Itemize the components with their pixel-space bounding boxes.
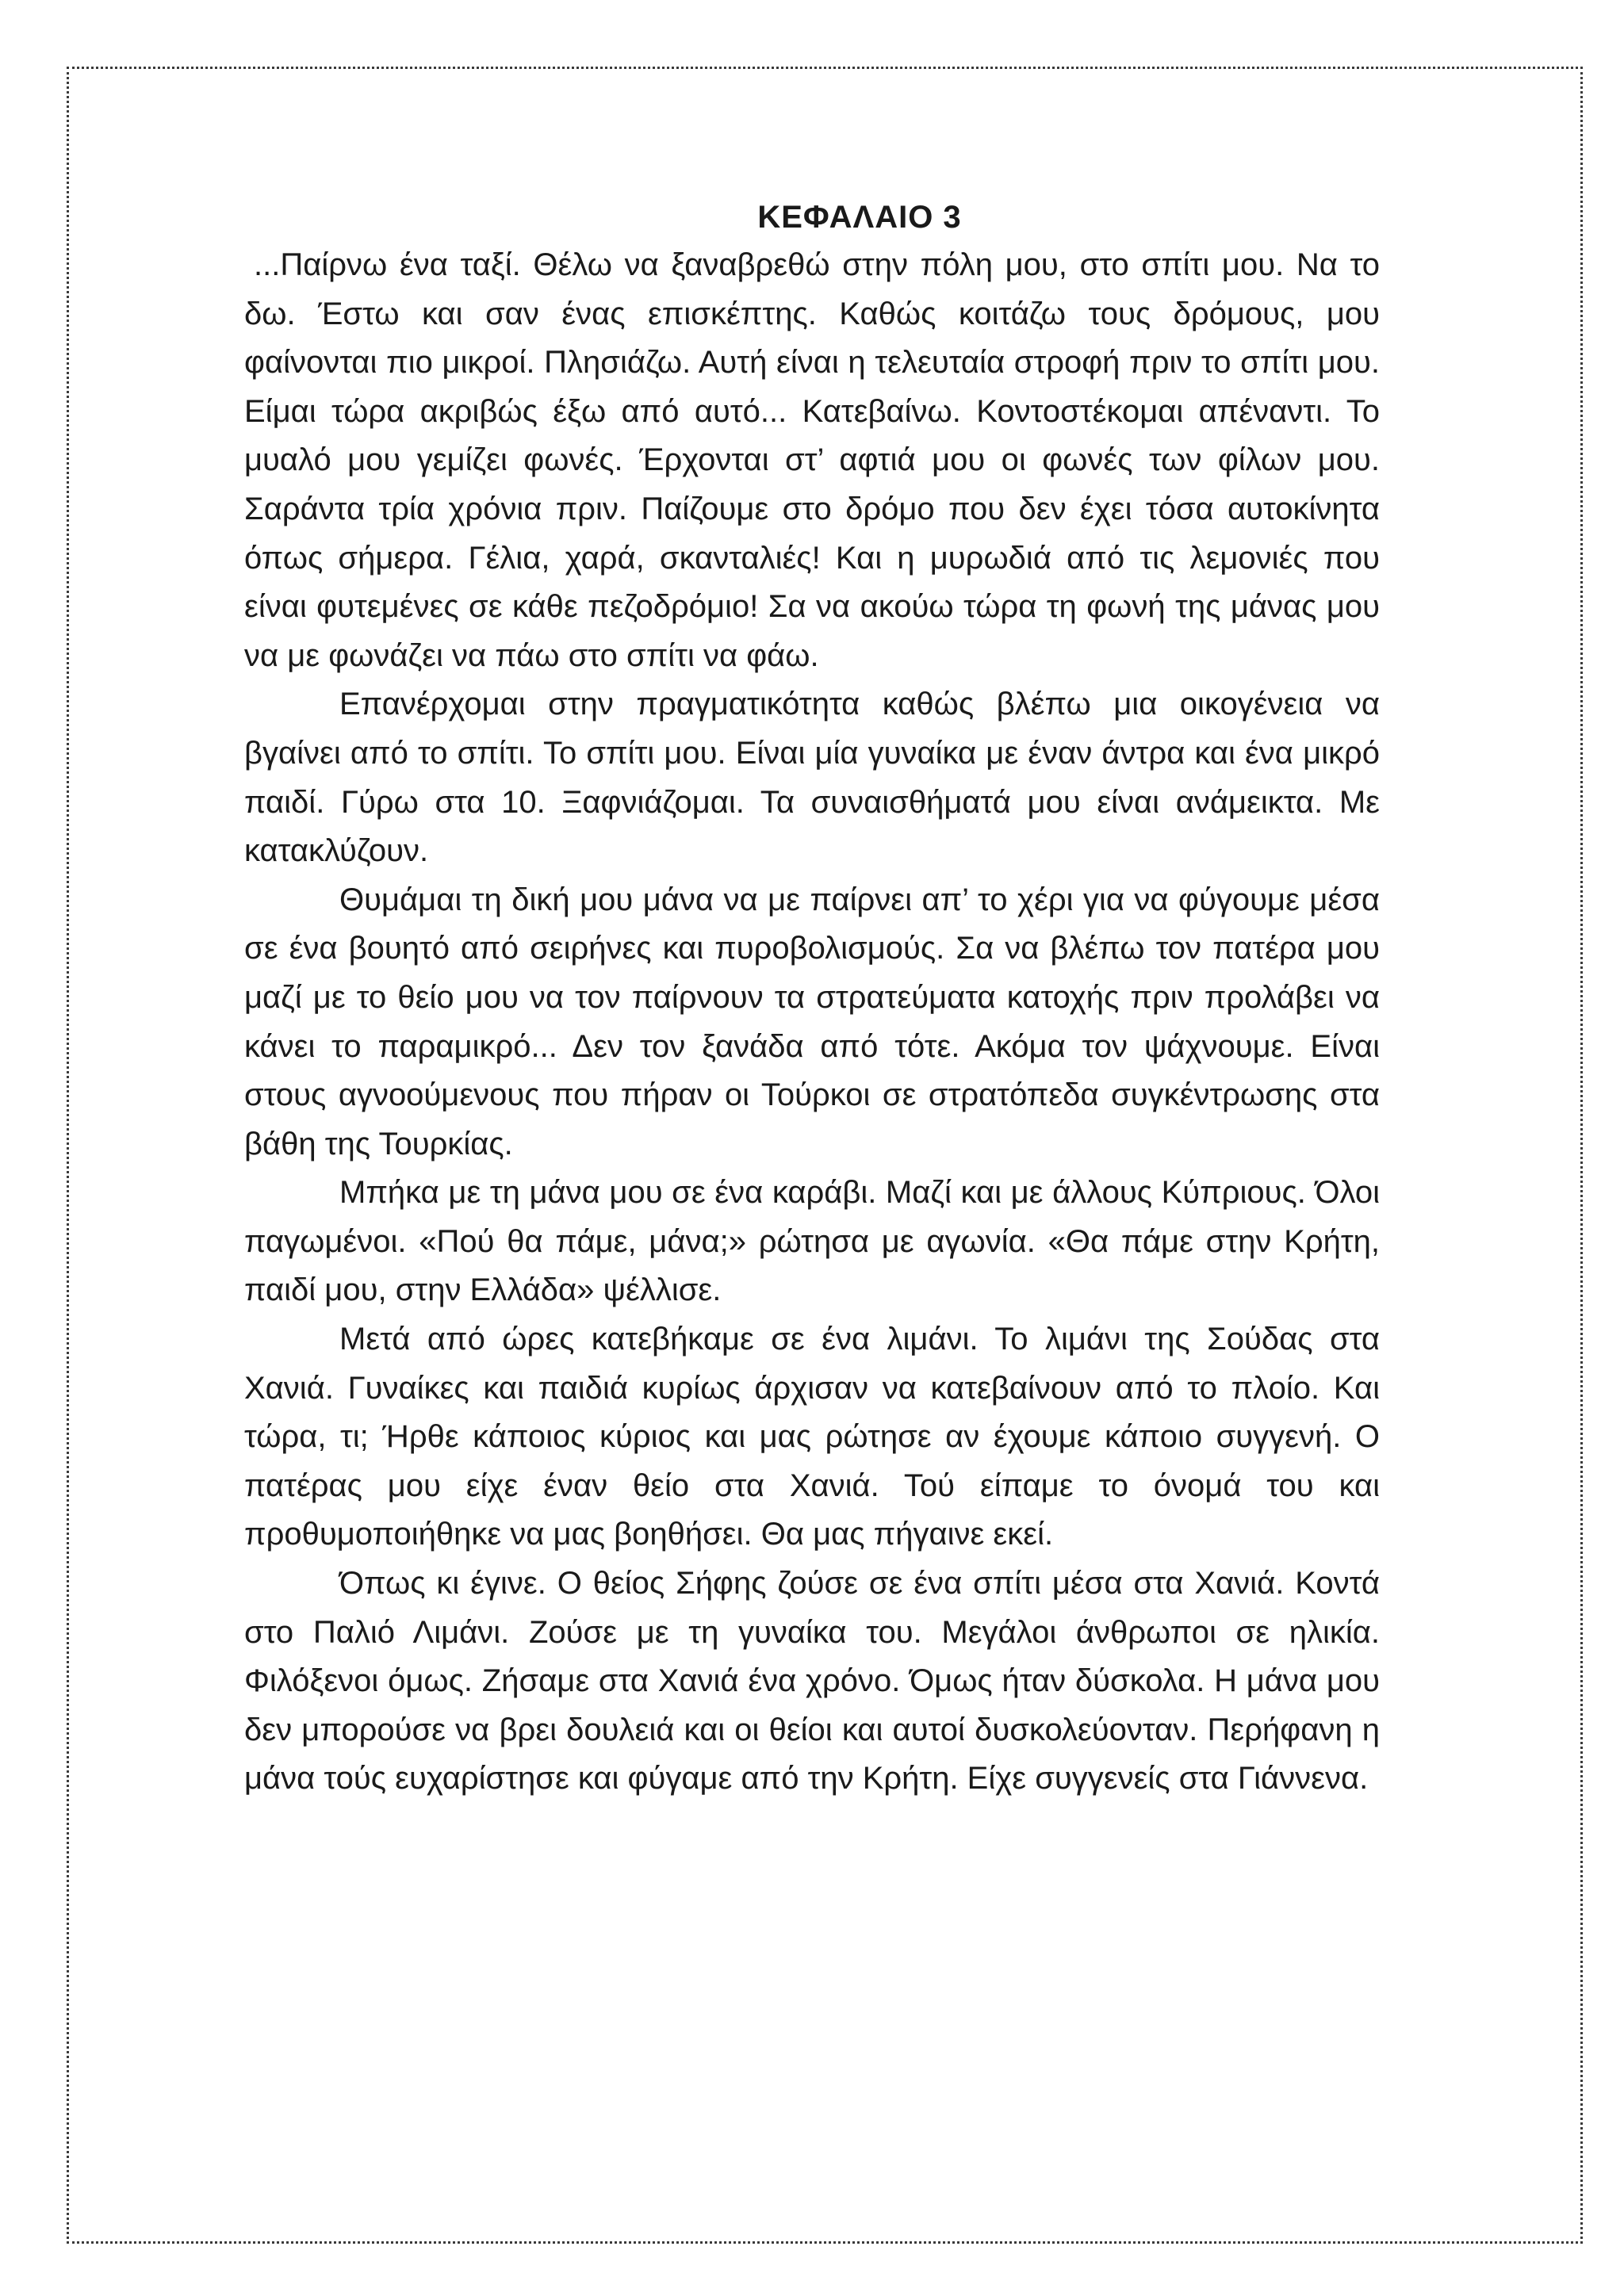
paragraph-2: Επανέρχομαι στην πραγματικότητα καθώς βλέπω μια οικογένεια να βγαίνει από το σπίτι. Το σπίτι μου. Είναι μία γυναίκα με έναν άντρα και ένα μικρό παιδί. Γύρω στα 10. Ξαφνιάζομαι. Τα συναισθήματά μου είναι ανάμεικτα. Με κατακλύζουν. <box>244 687 1380 869</box>
paragraph-4: Μπήκα με τη μάνα μου σε ένα καράβι. Μαζί και με άλλους Κύπριους. Όλοι παγωμένοι. «Πού θα πάμε, μάνα;» ρώτησα με αγωνία. «Θα πάμε στην Κρήτη, παιδί μου, στην Ελλάδα» ψέλλισε. <box>244 1175 1380 1308</box>
paragraph-6: Όπως κι έγινε. Ο θείος Σήφης ζούσε σε ένα σπίτι μέσα στα Χανιά. Κοντά στο Παλιό Λιμάνι. Ζούσε με τη γυναίκα του. Μεγάλοι άνθρωποι σε ηλικία. Φιλόξενοι όμως. Ζήσαμε στα Χανιά ένα χρόνο. Όμως ήταν δύσκολα. Η μάνα μου δεν μπορούσε να βρει δουλειά και οι θείοι και αυτοί δυσκολεύονταν. Περήφανη η μάνα τούς ευχαρίστησε και φύγαμε από την Κρήτη. Είχε συγγενείς στα Γιάννενα. <box>244 1566 1380 1797</box>
paragraph-5: Μετά από ώρες κατεβήκαμε σε ένα λιμάνι. Το λιμάνι της Σούδας στα Χανιά. Γυναίκες και παιδιά κυρίως άρχισαν να κατεβαίνουν από το πλοίο. Και τώρα, τι; Ήρθε κάποιος κύριος και μας ρώτησε αν έχουμε κάποιο συγγενή. Ο πατέρας μου είχε έναν θείο στα Χανιά. Τού είπαμε το όνομά του και προθυμοποιήθηκε να μας βοηθήσει. Θα μας πήγαινε εκεί. <box>244 1322 1380 1552</box>
paragraph-1: ...Παίρνω ένα ταξί. Θέλω να ξαναβρεθώ στην πόλη μου, στο σπίτι μου. Να το δω. Έστω και σαν ένας επισκέπτης. Καθώς κοιτάζω τους δρόμους, μου φαίνονται πιο μικροί. Πλησιάζω. Αυτή είναι η τελευταία στροφή πριν το σπίτι μου. Είμαι τώρα ακριβώς έξω από αυτό... Κατεβαίνω. Κοντοστέκομαι απέναντι. Το μυαλό μου γεμίζει φωνές. Έρχονται στ’ αφτιά μου οι φωνές των φίλων μου. Σαράντα τρία χρόνια πριν. Παίζουμε στο δρόμο που δεν έχει τόσα αυτοκίνητα όπως σήμερα. Γέλια, χαρά, σκανταλιές! Και η μυρωδιά από τις λεμονιές που είναι φυτεμένες σε κάθε πεζοδρόμιο! Σα να ακούω τώρα τη φωνή της μάνας μου να με φωνάζει να πάω στο σπίτι να φάω. <box>244 247 1380 673</box>
document-body <box>244 193 1380 1804</box>
chapter-title: ΚΕΦΑΛΑΙΟ 3 <box>757 200 962 235</box>
paragraph-3: Θυμάμαι τη δική μου μάνα να με παίρνει απ’ το χέρι για να φύγουμε μέσα σε ένα βουητό από σειρήνες και πυροβολισμούς. Σα να βλέπω τον πατέρα μου μαζί με το θείο μου να τον παίρνουν τα στρατεύματα κατοχής πριν προλάβει να κάνει το παραμικρό... Δεν τον ξανάδα από τότε. Ακόμα τον ψάχνουμε. Είναι στους αγνοούμενους που πήραν οι Τούρκοι σε στρατόπεδα συγκέντρωσης στα βάθη της Τουρκίας. <box>244 882 1380 1161</box>
